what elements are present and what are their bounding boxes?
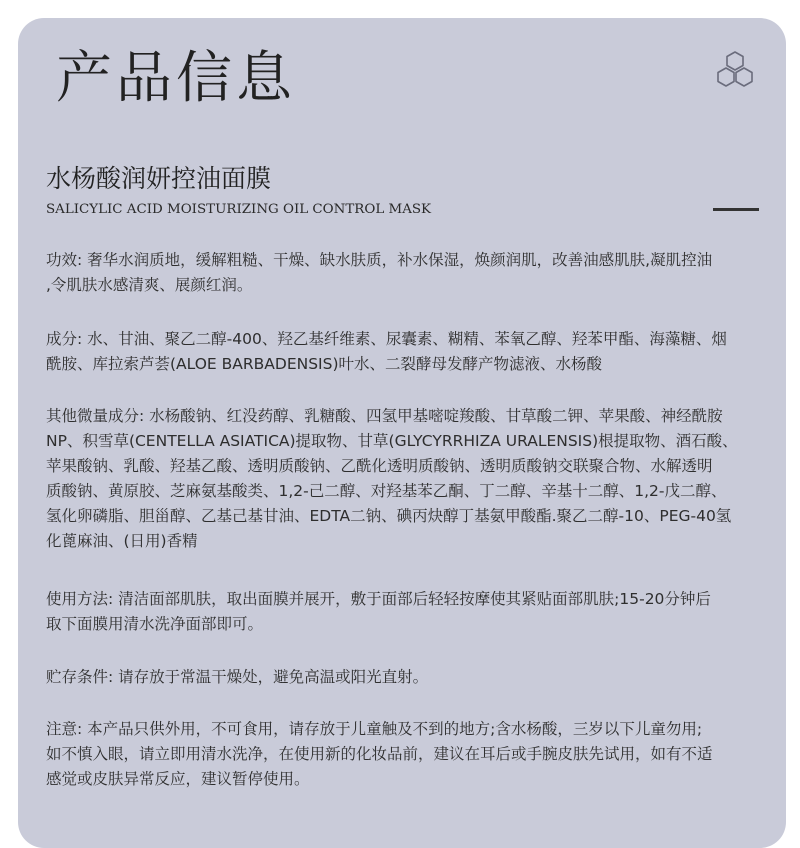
trace-ingredients-line: 质酸钠、黄原胶、芝麻氨基酸类、1,2-己二醇、对羟基苯乙酮、丁二醇、辛基十二醇、1,2-戊二醇、: [46, 482, 727, 500]
trace-ingredients-line: 化蓖麻油、(日用)香精: [46, 532, 198, 550]
storage-line: 贮存条件: 请存放于常温干燥处，避免高温或阳光直射。: [46, 668, 429, 686]
storage-section: [46, 665, 776, 690]
notice-line: 感觉或皮肤异常反应，建议暂停使用。: [46, 770, 310, 788]
ingredients-line: 成分: 水、甘油、聚乙二醇-400、羟乙基纤维素、尿囊素、糊精、苯氧乙醇、羟苯甲酯、海藻糖、烟: [46, 330, 727, 348]
trace-ingredients-line: NP、积雪草(CENTELLA ASIATICA)提取物、甘草(GLYCYRRHIZA URALENSIS)根提取物、酒石酸、: [46, 432, 738, 450]
trace-ingredients-line: 苹果酸钠、乳酸、羟基乙酸、透明质酸钠、乙酰化透明质酸钠、透明质酸钠交联聚合物、水解透明: [46, 457, 713, 475]
notice-line: 注意: 本产品只供外用，不可食用，请存放于儿童触及不到的地方;含水杨酸，三岁以下儿童勿用;: [46, 720, 703, 738]
usage-section: [46, 587, 776, 637]
efficacy-section: [46, 248, 776, 298]
ingredients-section: [46, 327, 776, 377]
title-divider: [713, 208, 759, 211]
product-name-cn: 水杨酸润妍控油面膜: [46, 164, 272, 193]
product-name-en: SALICYLIC ACID MOISTURIZING OIL CONTROL MASK: [46, 202, 432, 217]
usage-line: 使用方法: 清洁面部肌肤，取出面膜并展开，敷于面部后轻轻按摩使其紧贴面部肌肤;15-20分钟后: [46, 590, 711, 608]
efficacy-line: ,令肌肤水感清爽、展颜红润。: [46, 276, 253, 294]
trace-ingredients-line: 其他微量成分: 水杨酸钠、红没药醇、乳糖酸、四氢甲基嘧啶羧酸、甘草酸二钾、苹果酸、神经酰胺: [46, 407, 723, 425]
hexagon-cluster-icon: [712, 50, 758, 94]
notice-section: [46, 717, 776, 792]
usage-line: 取下面膜用清水洗净面部即可。: [46, 615, 264, 633]
page-title: 产品信息: [56, 46, 296, 111]
ingredients-line: 酰胺、库拉索芦荟(ALOE BARBADENSIS)叶水、二裂酵母发酵产物滤液、水杨酸: [46, 355, 603, 373]
trace-ingredients-line: 氢化卵磷脂、胆甾醇、乙基己基甘油、EDTA二钠、碘丙炔醇丁基氨甲酸酯.聚乙二醇-10、PEG-40氢: [46, 507, 732, 525]
trace-ingredients-section: [46, 404, 776, 554]
notice-line: 如不慎入眼，请立即用清水洗净，在使用新的化妆品前，建议在耳后或手腕皮肤先试用，如有不适: [46, 745, 713, 763]
efficacy-line: 功效: 奢华水润质地，缓解粗糙、干燥、缺水肤质，补水保湿，焕颜润肌，改善油感肌肤,凝肌控油: [46, 251, 713, 269]
